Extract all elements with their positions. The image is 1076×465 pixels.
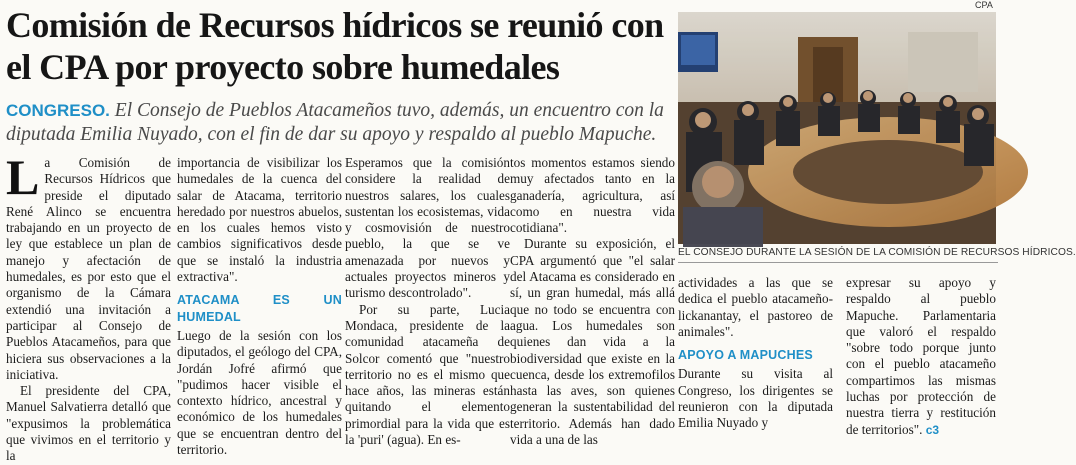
body-column-6 [846, 275, 996, 438]
headline: Comisión de Recursos hídricos se reunió con el CPA por proyecto sobre humedales [6, 5, 664, 87]
body-column-1 [6, 149, 171, 465]
col4-paragraph-1: tos momentos estamos siendo muy afectados tanto en la ganadería, agricultura, así como en nuestra vida cotidiana". [510, 155, 675, 236]
col2-paragraph-2: Luego de la sesión con los diputados, el geólogo del CPA, Jordán Jofré afirmó que "pudimos hacer visible el contexto hídrico, ancestral y económico de los humedales que se encuentran dentro del territorio. [177, 327, 342, 458]
body-column-3 [345, 155, 510, 448]
subhead-apoyo: APOYO A MAPUCHES [678, 348, 813, 363]
col1-paragraph-1: a Comisión de Recursos Hídricos que preside el diputado René Alinco se encuentra trabajando en un proyecto de ley que establece un plan de manejo y afectación de humedales, es por esto que el organismo de la Cámara extendió una invitación a participar al Consejo de Pueblos Atacameños, para que hiciera sus observaciones a la iniciativa. [6, 155, 171, 382]
col5-paragraph-2: Durante su visita al Congreso, los dirigentes se reunieron con la diputada Emilia Nuyado y [678, 366, 833, 431]
deck [6, 99, 674, 146]
body-column-5 [678, 275, 833, 432]
kicker: CONGRESO. [6, 101, 110, 120]
session-photo [678, 12, 996, 244]
deck-text: El Consejo de Pueblos Atacameños tuvo, además, un encuentro con la diputada Emilia Nuyado, con el fin de dar su apoyo y respaldo al pueblo Mapuche. [6, 100, 664, 145]
subhead-atacama: ATACAMA ES UN HUMEDAL [177, 293, 342, 324]
photo-credit: CPA [975, 0, 993, 10]
photo-caption: EL CONSEJO DURANTE LA SESIÓN DE LA COMISIÓN DE RECURSOS HÍDRICOS. [678, 247, 1076, 258]
col5-paragraph-1: actividades a las que se dedica el pueblo atacameño-lickanantay, el pastoreo de animales". [678, 275, 833, 339]
dropcap: L [6, 149, 40, 205]
col3-paragraph-2: Por su parte, Lucia Mondaca, presidente de la comunidad atacameña de Solcor comentó que "nuestro territorio no es el mismo que hace años, las mineras están quitando el elemento primordial para la vida que es la 'puri' (agua). En es- [345, 301, 510, 448]
col3-paragraph-1: Esperamos que la comisión considere la realidad de nuestros salares, los cuales sustentan los ecosistemas, vida y cosmovisión de nuestro pueblo, la que se ve amenazada por nuevos y actuales proyectos mineros y turismo descontrolado". [345, 155, 510, 301]
end-mark: c3 [925, 422, 940, 437]
body-column-2 [177, 155, 342, 458]
col1-paragraph-2: El presidente del CPA, Manuel Salvatierra detalló que "expusimos la problemática que vivimos en el territorio y la [6, 383, 171, 464]
col2-paragraph-1: importancia de visibilizar los humedales de la cuenca del salar de Atacama, territorio heredado por nuestros abuelos, en los cuales hemos visto cambios significativos desde que se instaló la industria extractiva". [177, 155, 342, 285]
col6-paragraph-1 [846, 275, 996, 438]
body-column-4 [510, 155, 675, 448]
col4-paragraph-2: Durante su exposición, el CPA argumentó que "el salar del Atacama es considerado en sí, un gran humedal, más allá que no todo se encuentra con agua. Los humedales son quienes dan vida a la biodiversidad que existe en la cuenca, desde los extremofilos hasta las aves, son quienes generan la sustentabilidad del territorio. Además han dado vida a una de las [510, 236, 675, 448]
caption-divider [678, 262, 998, 263]
col6-text: expresar su apoyo y respaldo al pueblo Mapuche. Parlamentaria que valoró el respaldo "sobre todo porque junto con el pueblo atacameño compartimos las mismas luchas por protección de nuestra tierra y restitución de territorios". [846, 275, 996, 437]
